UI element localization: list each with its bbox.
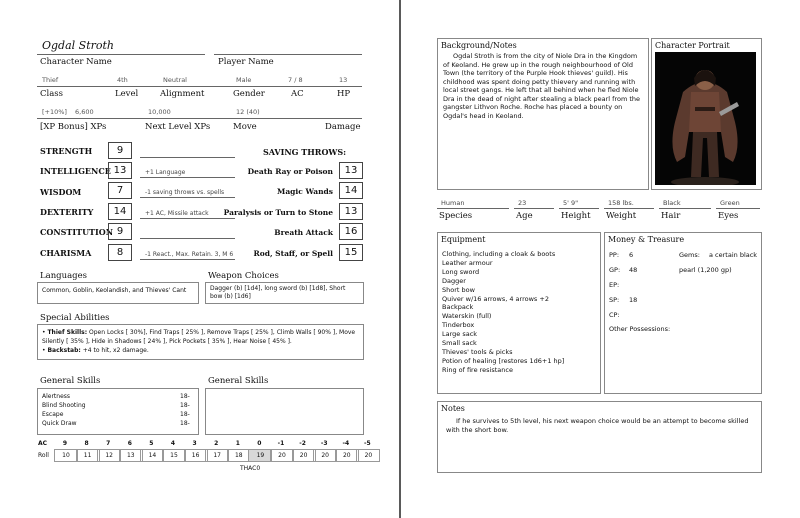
languages-text: Common, Goblin, Keolandish, and Thieves' Cant xyxy=(42,287,187,294)
gender-label: Gender xyxy=(233,89,265,99)
hp-value: 13 xyxy=(339,76,348,84)
gp-value: 48 xyxy=(629,266,638,274)
class-label: Class xyxy=(40,89,64,99)
saving-throw-name: Paralysis or Turn to Stone xyxy=(223,208,333,217)
ability-name: CONSTITUTION xyxy=(40,227,114,237)
equipment-item: Small sack xyxy=(442,339,477,348)
background-title: Background/Notes xyxy=(441,41,517,50)
equipment-box xyxy=(437,232,601,394)
ability-note: -1 saving throws vs. spells xyxy=(145,189,225,196)
thac0-roll-cell: 14 xyxy=(140,449,164,462)
move-label: Move xyxy=(233,122,257,132)
equipment-item: Leather armour xyxy=(442,258,493,267)
next-xp-value: 10,000 xyxy=(148,108,171,116)
equipment-item: Large sack xyxy=(442,330,478,339)
ep-label: EP: xyxy=(609,281,620,289)
physical-value: Black xyxy=(663,199,681,207)
physical-value: Human xyxy=(441,199,465,207)
level-value: 4th xyxy=(117,76,128,84)
equipment-item: Tinderbox xyxy=(442,321,475,330)
equipment-item: Dagger xyxy=(442,276,466,285)
thac0-label: THAC0 xyxy=(240,465,261,472)
thac0-roll-cell: 20 xyxy=(292,449,316,462)
equipment-item: Thieves' tools & picks xyxy=(442,347,513,356)
thac0-roll-cell: 20 xyxy=(270,449,294,462)
physical-label: Weight xyxy=(606,211,637,221)
character-name-value: Ogdal Stroth xyxy=(42,39,115,52)
thief-skills-text: Open Locks [ 30%], Find Traps [ 25% ], Remove Traps [ 25% ], Climb Walls [ 90% ], Move Silently [ 35% ], Hide in Shadows [ 24% ], Pick Pockets [ 35% ], Hear Noise [ 45% ]. xyxy=(42,329,356,345)
saving-throw-value: 13 xyxy=(339,162,363,179)
ability-note: +1 Language xyxy=(145,169,186,176)
physical-label: Species xyxy=(439,211,473,221)
thac0-ac-cell: 9 xyxy=(62,440,68,447)
equipment-title: Equipment xyxy=(441,235,486,244)
ability-note: -1 React., Max. Retain. 3, M 6 xyxy=(145,251,234,258)
thac0-roll-cell: 15 xyxy=(162,449,186,462)
level-label: Level xyxy=(115,89,139,99)
portrait-title: Character Portrait xyxy=(655,41,730,50)
skill-name: Alertness xyxy=(42,393,71,400)
equipment-list xyxy=(438,246,600,375)
languages-title: Languages xyxy=(40,271,88,281)
alignment-label: Alignment xyxy=(160,89,205,99)
notes-text: If he survives to 5th level, his next weapon choice would be an attempt to become skilled with the short bow. xyxy=(446,417,749,434)
thac0-roll-cell: 13 xyxy=(119,449,143,462)
thac0-ac-cell: -4 xyxy=(342,440,350,447)
thac0-roll-cell: 16 xyxy=(184,449,208,462)
alignment-value: Neutral xyxy=(163,76,187,84)
character-portrait-image xyxy=(655,52,756,185)
skill-value: 18- xyxy=(180,411,190,418)
thac0-ac-cell: 8 xyxy=(84,440,89,447)
general-skills-box xyxy=(37,388,199,435)
physical-value: 158 lbs. xyxy=(608,199,634,207)
thac0-ac-cell: 7 xyxy=(106,440,111,447)
physical-value: 23 xyxy=(518,199,527,207)
pp-value: 6 xyxy=(629,251,634,259)
gems-value-1: a certain black xyxy=(709,251,758,259)
thac0-roll-cell: 11 xyxy=(76,449,100,462)
weapons-text: Dagger (b) [1d4], long sword (b) [1d8], Short bow (b) [1d6] xyxy=(210,285,346,300)
languages-box xyxy=(37,282,199,304)
thac0-ac-cell: 1 xyxy=(235,440,240,447)
move-value: 12 (40) xyxy=(236,108,260,116)
thief-skills-label: Thief Skills: xyxy=(47,329,88,336)
saving-throw-name: Death Ray or Poison xyxy=(247,167,333,176)
ability-name: STRENGTH xyxy=(40,146,93,156)
equipment-item: Ring of fire resistance xyxy=(442,365,513,374)
ability-name: CHARISMA xyxy=(40,248,92,258)
thac0-ac-cell: -5 xyxy=(364,440,371,447)
ability-score: 14 xyxy=(108,203,132,220)
player-name-label: Player Name xyxy=(218,57,274,67)
ability-name: DEXTERITY xyxy=(40,207,94,217)
money-title: Money & Treasure xyxy=(608,235,685,244)
xp-bonus-value: [+10%] xyxy=(42,108,67,116)
skill-value: 18- xyxy=(180,393,190,400)
backstab-text: +4 to hit, x2 damage. xyxy=(80,347,149,354)
skill-value: 18- xyxy=(180,420,190,427)
hp-label: HP xyxy=(337,89,351,99)
xp-label: [XP Bonus] XPs xyxy=(40,122,107,132)
sp-value: 18 xyxy=(629,296,638,304)
gp-label: GP: xyxy=(609,266,621,274)
character-sheet-front xyxy=(0,0,399,518)
ability-score: 9 xyxy=(108,223,132,240)
saving-throw-name: Rod, Staff, or Spell xyxy=(253,249,333,258)
gems-value-2: pearl (1,200 gp) xyxy=(679,266,732,274)
general-skills-title: General Skills xyxy=(40,376,101,386)
general-skills-title-2: General Skills xyxy=(208,376,269,386)
ability-score: 8 xyxy=(108,244,132,261)
thac0-roll-cell: 20 xyxy=(356,449,380,462)
physical-label: Hair xyxy=(661,211,681,221)
equipment-item: Clothing, including a cloak & boots xyxy=(442,250,556,258)
thac0-ac-cell: -2 xyxy=(299,440,306,447)
ability-name: INTELLIGENCE xyxy=(40,166,111,176)
saving-throw-value: 16 xyxy=(339,223,363,240)
skill-name: Escape xyxy=(42,411,64,418)
skill-name: Blind Shooting xyxy=(42,402,86,409)
roll-row-label: Roll xyxy=(38,452,49,459)
thac0-roll-cell: 12 xyxy=(97,449,121,462)
equipment-item: Waterskin (full) xyxy=(442,312,492,321)
pp-label: PP: xyxy=(609,251,620,259)
background-text: Ogdal Stroth is from the city of Niole Dra in the Kingdom of Keoland. He grew up in the rough neighbourhood of Old Town (the territory of the Purple Hook thieves' guild). His childhood was spent doing petty thievery and running with local street gangs. He left that all behind when he fled Niole Dra in the dead of night after stealing a black pearl from the gangster Lithvon Roche. Roche has placed a bounty on Ogdal's head in Keoland. xyxy=(443,52,641,120)
gender-value: Male xyxy=(236,76,252,84)
next-xp-label: Next Level XPs xyxy=(145,122,211,132)
ability-note: +1 AC, Missile attack xyxy=(145,210,209,217)
saving-throw-name: Breath Attack xyxy=(274,228,333,237)
character-sheet-back xyxy=(401,0,800,518)
physical-label: Eyes xyxy=(718,211,739,221)
skill-value: 18- xyxy=(180,402,190,409)
general-skills-box-2 xyxy=(205,388,364,435)
thac0-ac-cell: 6 xyxy=(127,440,132,447)
ability-score: 7 xyxy=(108,182,132,199)
cp-label: CP: xyxy=(609,311,620,319)
thac0-ac-cell: 5 xyxy=(149,440,154,447)
saving-throws-title: SAVING THROWS: xyxy=(263,147,347,157)
sp-label: SP: xyxy=(609,296,620,304)
saving-throw-name: Magic Wands xyxy=(277,187,333,196)
saving-throw-value: 14 xyxy=(339,182,363,199)
special-abilities-title: Special Abilities xyxy=(40,313,110,323)
saving-throw-value: 13 xyxy=(339,203,363,220)
notes-title: Notes xyxy=(441,404,465,413)
thac0-ac-cell: 2 xyxy=(214,440,219,447)
ability-score: 13 xyxy=(108,162,132,179)
thac0-ac-cell: 3 xyxy=(192,440,197,447)
ac-row-label: AC xyxy=(38,440,48,447)
thac0-ac-cell: 0 xyxy=(257,440,262,447)
ac-value: 7 / 8 xyxy=(288,76,303,84)
xp-value: 6,600 xyxy=(75,108,94,116)
thac0-roll-cell: 17 xyxy=(205,449,229,462)
equipment-item: Quiver w/16 arrows, 4 arrows +2 xyxy=(442,294,549,303)
weapons-box xyxy=(205,282,364,304)
damage-label: Damage xyxy=(325,122,361,132)
special-abilities-box: • Thief Skills: Open Locks [ 30%], Find Traps [ 25% ], Remove Traps [ 25% ], Climb Walls [ 90% ], Move Silently [ 35% ], Hide in Shadows [ 24% ], Pick Pockets [ 35% ], Hear Noise [ 45% ]. • Backstab: +4 to hit, x2 damage. xyxy=(37,324,364,360)
gems-label: Gems: xyxy=(679,251,700,259)
thac0-ac-cell: -3 xyxy=(320,440,328,447)
money-box xyxy=(604,232,762,394)
background-box xyxy=(437,38,649,190)
ac-label: AC xyxy=(291,89,304,99)
physical-label: Height xyxy=(561,211,591,221)
skill-name: Quick Draw xyxy=(42,420,77,427)
portrait-box xyxy=(651,38,762,190)
physical-value: Green xyxy=(720,199,740,207)
thac0-roll-cell: 20 xyxy=(335,449,359,462)
other-possessions-label: Other Possessions: xyxy=(609,325,671,333)
thac0-roll-cell: 10 xyxy=(54,449,78,462)
class-value: Thief xyxy=(42,76,59,84)
equipment-item: Short bow xyxy=(442,285,475,294)
thac0-ac-cell: 4 xyxy=(170,440,176,447)
thac0-roll-cell: 19 xyxy=(248,449,272,462)
weapons-title: Weapon Choices xyxy=(208,271,279,281)
equipment-item: Backpack xyxy=(442,303,474,312)
equipment-item: Long sword xyxy=(442,267,480,276)
thac0-roll-cell: 18 xyxy=(227,449,251,462)
ability-score: 9 xyxy=(108,142,132,159)
physical-label: Age xyxy=(516,211,533,221)
backstab-label: Backstab: xyxy=(47,347,81,354)
thac0-roll-cell: 20 xyxy=(313,449,337,462)
ability-name: WISDOM xyxy=(40,187,82,197)
notes-box xyxy=(437,401,762,473)
physical-value: 5' 9" xyxy=(563,199,579,207)
thac0-ac-cell: -1 xyxy=(277,440,285,447)
saving-throw-value: 15 xyxy=(339,244,363,261)
portrait-illustration-icon xyxy=(655,52,756,185)
equipment-item: Potion of healing [restores 1d6+1 hp] xyxy=(442,356,565,365)
character-name-label: Character Name xyxy=(40,57,112,67)
